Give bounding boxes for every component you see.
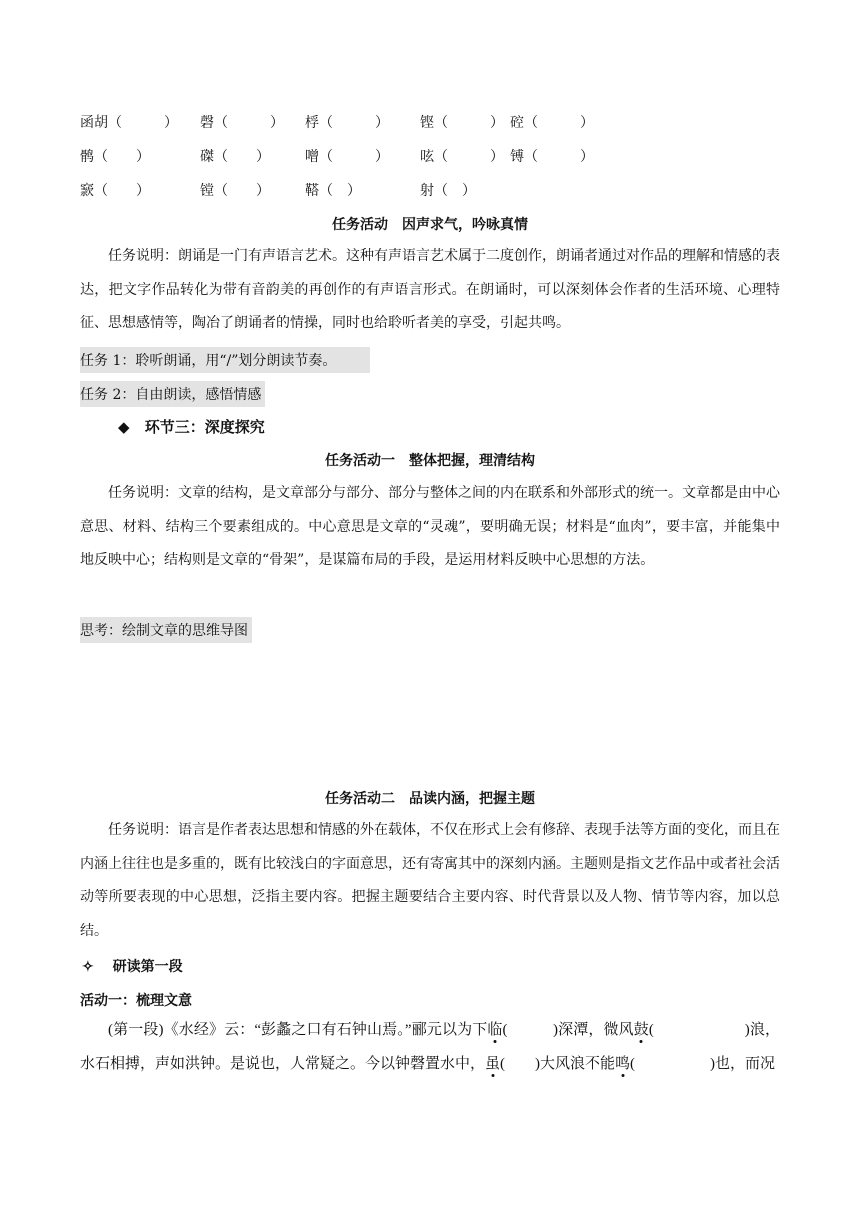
- vocab-item: 镈（ ）: [510, 149, 594, 165]
- text-run: ( )大风浪不能: [500, 1055, 616, 1072]
- task-description: 任务说明：朗诵是一门有声语言艺术。这种有声语言艺术属于二度创作，朗诵者通过对作品的理解和情感的表达，把文字作品转化为带有音韵美的再创作的有声语言形式。在朗诵时，可以深刻体会作者的生活环境、心理特征、思想感情等，陶冶了朗诵者的情操，同时也给聆听者美的享受，引起共鸣。: [80, 248, 780, 331]
- section-heading: [118, 416, 265, 437]
- sub-heading-text: 研读第一段: [112, 959, 183, 975]
- text-run: ( )深潭，微风: [502, 1022, 634, 1038]
- vocab-item: 铿（ ）: [420, 115, 504, 131]
- vocab-item: 桴（ ）: [305, 115, 389, 131]
- vocab-item: 函胡（ ）: [80, 115, 178, 131]
- vocab-item: 鹘（ ）: [80, 149, 150, 165]
- task-activity-title: 任务活动一 整体把握，理清结构: [325, 453, 535, 469]
- text-run: ( )浪，水石相搏，声如洪钟。是说也，人常疑之。今以钟磬置水中，: [80, 1022, 780, 1072]
- vocab-item: 磬（ ）: [200, 115, 284, 131]
- task-description: 任务说明：文章的结构，是文章部分与部分、部分与整体之间的内在联系和外部形式的统一。文章都是由中心意思、材料、结构三个要素组成的。中心意思是文章的“灵魂”，要明确无误；材料是“血肉”，要丰富，并能集中地反映中心；结构则是文章的“骨架”，是谋篇布局的手段，是运用材料反映中心思想的方法。: [80, 485, 780, 568]
- activity-label: 活动一：梳理文意: [80, 993, 192, 1009]
- source-text-paragraph: [80, 1014, 780, 1081]
- dotted-word: 临: [487, 1022, 503, 1038]
- text-run: ( )也，而况: [630, 1055, 776, 1072]
- task-activity-title: 任务活动 因声求气，吟咏真情: [332, 217, 528, 233]
- vocab-item: 射（ ）: [420, 183, 476, 199]
- vocab-item: 磔（ ）: [200, 149, 270, 165]
- text-run: (第一段)《水经》云：“彭蠡之口有石钟山焉。”郦元以为下: [108, 1022, 488, 1038]
- section-heading-text: 环节三：深度探究: [144, 418, 265, 436]
- dotted-word: 鼓: [633, 1022, 649, 1038]
- sparkle-bullet-icon: ✧: [82, 959, 94, 975]
- vocab-item: 镗（ ）: [200, 183, 270, 199]
- task-2: 任务 2：自由朗读，感悟情感: [80, 381, 265, 407]
- vocab-item: 噌（ ）: [305, 149, 389, 165]
- vocab-item: 硿（ ）: [510, 115, 594, 131]
- dotted-word: 虽: [485, 1055, 501, 1072]
- task-activity-title: 任务活动二 品读内涵，把握主题: [325, 791, 535, 807]
- vocab-item: 窾（ ）: [80, 183, 150, 199]
- sub-heading: [82, 956, 183, 976]
- diamond-bullet-icon: ◆: [118, 418, 130, 436]
- think-prompt: 思考：绘制文章的思维导图: [80, 617, 252, 643]
- vocab-item: 鞳（ ）: [305, 183, 361, 199]
- vocab-item: 呟（ ）: [420, 149, 504, 165]
- dotted-word: 鸣: [615, 1055, 631, 1072]
- task-description: 任务说明：语言是作者表达思想和情感的外在载体，不仅在形式上会有修辞、表现手法等方面的变化，而且在内涵上往往也是多重的，既有比较浅白的字面意思，还有寄寓其中的深刻内涵。主题则是指文艺作品中或者社会活动等所要表现的中心思想，泛指主要内容。把握主题要结合主要内容、时代背景以及人物、情节等内容，加以总结。: [80, 822, 780, 939]
- task-1: 任务 1：聆听朗诵，用“/”划分朗读节奏。: [80, 347, 370, 373]
